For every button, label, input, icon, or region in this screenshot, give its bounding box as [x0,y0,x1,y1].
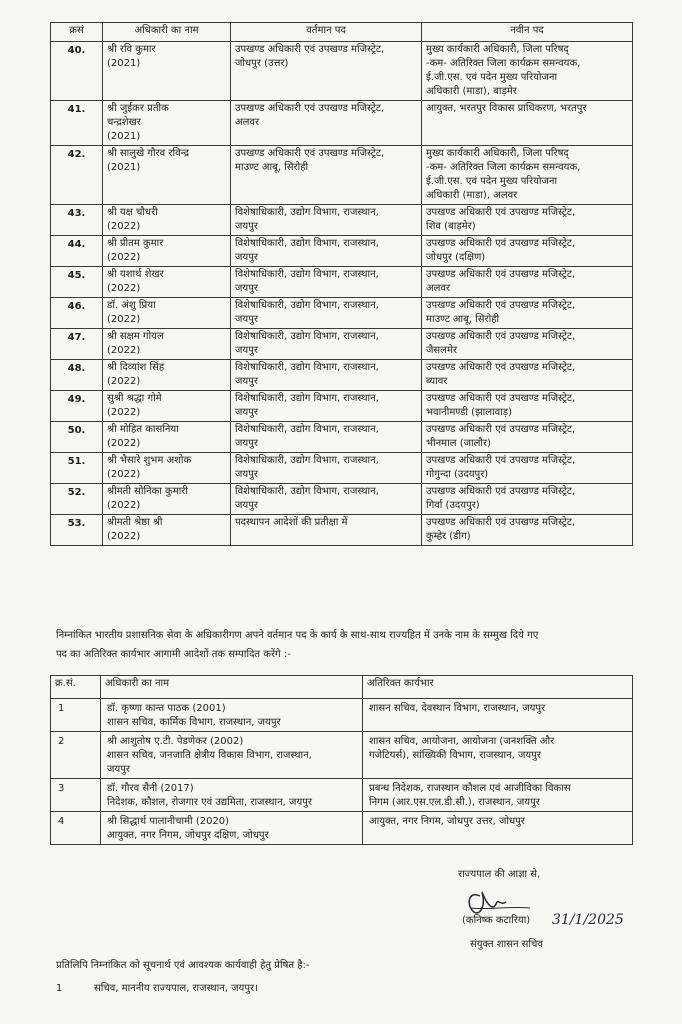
current-post-cell-line: जयपुर [235,407,258,418]
officer-name-cell [103,329,231,360]
new-post-cell-line: उपखण्ड अधिकारी एवं उपखण्ड मजिस्ट्रेट, [426,424,576,435]
current-post-cell [231,298,422,329]
current-post-cell-line: उपखण्ड अधिकारी एवं उपखण्ड मजिस्ट्रेट, [235,44,385,55]
new-post-cell [422,391,633,422]
current-post-cell-line: विशेषाधिकारी, उद्योग विभाग, राजस्थान, [235,393,379,404]
officer-name-cell [103,236,231,267]
current-post-cell-line: विशेषाधिकारी, उद्योग विभाग, राजस्थान, [235,362,379,373]
table-row [51,101,633,146]
officer-name-cell-line: (2022) [107,469,141,480]
new-post-cell-line: जोधपुर (दक्षिण) [426,252,486,263]
table-row [51,360,633,391]
new-post-cell [422,267,633,298]
new-post-cell-line: -कम- अतिरिक्त जिला कार्यक्रम समन्वयक, [426,162,581,173]
current-post-cell [231,42,422,101]
officer-name-cell [103,267,231,298]
officer-name-cell-line: (2022) [107,252,141,263]
new-post-cell [422,101,633,146]
new-post-cell-line: ई.जी.एस. एवं पदेन मुख्य परियोजना [426,72,558,83]
officer-name-cell-line: श्री मोहित कासनिया [107,424,179,435]
new-post-cell-line: भवानीमण्डी (झालावाड़) [426,407,512,418]
current-post-cell-line: विशेषाधिकारी, उद्योग विभाग, राजस्थान, [235,331,379,342]
current-post-cell [231,391,422,422]
new-post-cell [422,360,633,391]
officer-transfer-table [50,22,633,546]
new-post-cell-line: उपखण्ड अधिकारी एवं उपखण्ड मजिस्ट्रेट, [426,455,576,466]
current-post-cell-line: माउण्ट आबू, सिरोही [235,162,309,173]
officer-name-cell-line: शासन सचिव, कार्मिक विभाग, राजस्थान, जयपुर [107,717,281,728]
officer-name-cell-line: (2021) [107,131,141,142]
header-additional-charge: अतिरिक्त कार्यभार [363,676,633,699]
current-post-cell [231,236,422,267]
officer-name-cell-line: श्री सालुखे गौरव रविन्द्र [107,148,190,159]
new-post-cell-line: ई.जी.एस. एवं पदेन मुख्य परियोजना [426,176,558,187]
signatory-designation: संयुक्त शासन सचिव [470,939,543,950]
header-current-post: वर्तमान पद [231,23,422,42]
table-row [51,267,633,298]
officer-name-cell-line: शासन सचिव, जनजाति क्षेत्रीय विकास विभाग, राजस्थान, [107,750,312,761]
additional-charge-cell-line: शासन सचिव, आयोजना, आयोजना (जनशक्ति और [369,736,555,747]
additional-charge-cell-line: प्रबन्ध निदेशक, राजस्थान कौशल एवं आजीविका विकास [369,783,571,794]
new-post-cell-line: -कम- अतिरिक्त जिला कार्यक्रम समन्वयक, [426,58,581,69]
serial-number-cell: 52. [51,484,103,515]
serial-number-cell: 40. [51,42,103,101]
officer-name-cell-line: चन्द्रशेखर [107,117,141,128]
copy-item-number: 1 [56,983,63,994]
table-header-row [51,23,633,42]
new-post-cell-line: उपखण्ड अधिकारी एवं उपखण्ड मजिस्ट्रेट, [426,207,576,218]
officer-name-cell-line: डॉ. अंशु प्रिया [107,300,156,311]
signatory-name: (कनिष्क कटारिया) [462,915,531,926]
header-serial: क्र.सं. [51,676,101,699]
copy-intro: प्रतिलिपि निम्नांकित को सूचनार्थ एवं आवश्यक कार्यवाही हेतु प्रेषित है:- [56,960,310,971]
officer-name-cell [103,298,231,329]
officer-name-cell-line: श्री जुईकर प्रतीक [107,103,169,114]
officer-name-cell-line: (2022) [107,314,141,325]
new-post-cell [422,422,633,453]
serial-number-cell: 43. [51,205,103,236]
serial-number-cell: 3 [51,779,101,812]
signature-block [440,866,640,950]
table-row [51,146,633,205]
new-post-cell-line: गिर्वा (उदयपुर) [426,500,480,511]
officer-name-cell [103,205,231,236]
additional-charge-table [50,675,633,845]
new-post-cell [422,42,633,101]
current-post-cell-line: जयपुर [235,376,258,387]
serial-number-cell: 53. [51,515,103,546]
additional-charge-cell-line: शासन सचिव, देवस्थान विभाग, राजस्थान, जयपुर [369,703,546,714]
current-post-cell [231,101,422,146]
current-post-cell [231,422,422,453]
new-post-cell-line: अलवर [426,283,451,294]
new-post-cell-line: शिव (बाड़मेर) [426,221,476,232]
current-post-cell [231,205,422,236]
current-post-cell [231,360,422,391]
officer-name-cell-line: श्री आशुतोष ए.टी. पेडणेकर (2002) [107,736,244,747]
header-serial: क्रसं [51,23,103,42]
officer-name-cell-line: (2022) [107,283,141,294]
table-row [51,391,633,422]
new-post-cell-line: उपखण्ड अधिकारी एवं उपखण्ड मजिस्ट्रेट, [426,300,576,311]
current-post-cell-line: पदस्थापन आदेशों की प्रतीक्षा में [235,517,348,528]
current-post-cell-line: जयपुर [235,252,258,263]
serial-number-cell: 1 [51,699,101,732]
table-row [51,515,633,546]
new-post-cell [422,298,633,329]
officer-name-cell-line: (2022) [107,407,141,418]
new-post-cell [422,329,633,360]
new-post-cell-line: मुख्य कार्यकारी अधिकारी, जिला परिषद् [426,44,569,55]
new-post-cell [422,205,633,236]
table-row [51,42,633,101]
serial-number-cell: 47. [51,329,103,360]
table-row [51,422,633,453]
table-row [51,453,633,484]
officer-name-cell-line: (2021) [107,58,141,69]
table-header-row [51,676,633,699]
new-post-cell [422,236,633,267]
current-post-cell-line: जयपुर [235,500,258,511]
current-post-cell [231,329,422,360]
officer-name-cell [103,42,231,101]
current-post-cell-line: जयपुर [235,469,258,480]
current-post-cell-line: विशेषाधिकारी, उद्योग विभाग, राजस्थान, [235,269,379,280]
current-post-cell [231,515,422,546]
current-post-cell-line: विशेषाधिकारी, उद्योग विभाग, राजस्थान, [235,424,379,435]
new-post-cell-line: भीनमाल (जालौर) [426,438,491,449]
header-officer-name: अधिकारी का नाम [103,23,231,42]
header-new-post: नवीन पद [422,23,633,42]
officer-name-cell-line: (2022) [107,221,141,232]
current-post-cell-line: जयपुर [235,345,258,356]
officer-name-cell-line: श्री सिद्धार्थ पालानीचामी (2020) [107,816,230,827]
header-officer-name: अधिकारी का नाम [101,676,363,699]
officer-name-cell-line: आयुक्त, नगर निगम, जोधपुर दक्षिण, जोधपुर [107,830,269,841]
table-row [51,329,633,360]
serial-number-cell: 2 [51,732,101,779]
officer-name-cell-line: (2022) [107,345,141,356]
officer-name-cell [103,146,231,205]
new-post-cell [422,515,633,546]
current-post-cell-line: विशेषाधिकारी, उद्योग विभाग, राजस्थान, [235,455,379,466]
current-post-cell-line: विशेषाधिकारी, उद्योग विभाग, राजस्थान, [235,300,379,311]
officer-name-cell-line: श्रीमती श्रेष्ठा श्री [107,517,163,528]
officer-name-cell-line: श्री भैसारे शुभम अशोक [107,455,192,466]
serial-number-cell: 42. [51,146,103,205]
new-post-cell-line: माउण्ट आबू, सिरोही [426,314,500,325]
additional-charge-cell [363,779,633,812]
officer-name-cell-line: जयपुर [107,764,130,775]
officer-name-cell [103,391,231,422]
officer-name-cell [103,484,231,515]
officer-name-cell-line: श्री प्रीतम कुमार [107,238,164,249]
officer-name-cell-line: निदेशक, कौशल, रोजगार एवं उद्यमिता, राजस्थान, जयपुर [107,797,313,808]
new-post-cell [422,453,633,484]
new-post-cell-line: आयुक्त, भरतपुर विकास प्राधिकरण, भरतपुर [426,103,587,114]
current-post-cell-line: जोधपुर (उत्तर) [235,58,289,69]
current-post-cell-line: उपखण्ड अधिकारी एवं उपखण्ड मजिस्ट्रेट, [235,148,385,159]
current-post-cell-line: विशेषाधिकारी, उद्योग विभाग, राजस्थान, [235,238,379,249]
serial-number-cell: 49. [51,391,103,422]
current-post-cell-line: विशेषाधिकारी, उद्योग विभाग, राजस्थान, [235,207,379,218]
by-order-text: राज्यपाल की आज्ञा से, [458,869,541,880]
officer-name-cell [101,779,363,812]
serial-number-cell: 41. [51,101,103,146]
officer-name-cell-line: (2022) [107,438,141,449]
serial-number-cell: 50. [51,422,103,453]
new-post-cell-line: मुख्य कार्यकारी अधिकारी, जिला परिषद् [426,148,569,159]
serial-number-cell: 51. [51,453,103,484]
current-post-cell-line: अलवर [235,117,260,128]
current-post-cell-line: जयपुर [235,221,258,232]
officer-name-cell-line: डॉ. गौरव सैनी (2017) [107,783,194,794]
paragraph-line: निम्नांकित भारतीय प्रशासनिक सेवा के अधिकारीगण अपने वर्तमान पद के कार्य के साथ-साथ राज्यहित में उनके नाम के सम्मुख दिये गए [56,630,539,641]
copy-list-item [56,980,258,994]
additional-charge-cell [363,812,633,845]
officer-name-cell-line: श्री सक्षम गोयल [107,331,164,342]
serial-number-cell: 4 [51,812,101,845]
serial-number-cell: 46. [51,298,103,329]
current-post-cell-line: उपखण्ड अधिकारी एवं उपखण्ड मजिस्ट्रेट, [235,103,385,114]
officer-name-cell-line: (2022) [107,500,141,511]
paragraph-line: पद का अतिरिक्त कार्यभार आगामी आदेशों तक सम्पादित करेंगे :- [56,649,291,660]
copy-item-text: सचिव, माननीय राज्यपाल, राजस्थान, जयपुर। [94,983,258,994]
officer-name-cell [101,812,363,845]
current-post-cell [231,453,422,484]
officer-name-cell-line: सुश्री श्रद्धा गोमे [107,393,162,404]
new-post-cell-line: कुम्हेर (डीग) [426,531,471,542]
officer-name-cell [103,101,231,146]
officer-name-cell-line: श्री दिव्यांश सिंह [107,362,165,373]
officer-name-cell-line: (2021) [107,162,141,173]
officer-name-cell-line: श्री यशार्थ शेखर [107,269,164,280]
new-post-cell-line: उपखण्ड अधिकारी एवं उपखण्ड मजिस्ट्रेट, [426,269,576,280]
current-post-cell [231,146,422,205]
additional-charge-cell [363,732,633,779]
handwritten-date: 31/1/2025 [552,912,624,928]
new-post-cell-line: उपखण्ड अधिकारी एवं उपखण्ड मजिस्ट्रेट, [426,517,576,528]
additional-charge-cell-line: निगम (आर.एस.एल.डी.सी.), राजस्थान, जयपुर [369,797,540,808]
new-post-cell-line: उपखण्ड अधिकारी एवं उपखण्ड मजिस्ट्रेट, [426,238,576,249]
current-post-cell [231,267,422,298]
additional-charge-cell [363,699,633,732]
new-post-cell-line: उपखण्ड अधिकारी एवं उपखण्ड मजिस्ट्रेट, [426,331,576,342]
serial-number-cell: 48. [51,360,103,391]
current-post-cell [231,484,422,515]
officer-name-cell-line: श्री रवि कुमार [107,44,156,55]
table-row [51,236,633,267]
new-post-cell [422,146,633,205]
table-row [51,205,633,236]
new-post-cell-line: अधिकारी (माडा), अलवर [426,190,518,201]
table-row [51,732,633,779]
officer-name-cell-line: श्रीमती सोनिका कुमारी [107,486,188,497]
table-row [51,812,633,845]
serial-number-cell: 45. [51,267,103,298]
new-post-cell-line: ब्यावर [426,376,448,387]
new-post-cell-line: जैसलमेर [426,345,458,356]
new-post-cell-line: अधिकारी (माडा), बाड़मेर [426,86,517,97]
current-post-cell-line: जयपुर [235,438,258,449]
officer-name-cell [103,453,231,484]
officer-name-cell-line: (2022) [107,531,141,542]
table-row [51,779,633,812]
officer-name-cell [103,422,231,453]
new-post-cell-line: गोगुन्दा (उदयपुर) [426,469,489,480]
new-post-cell [422,484,633,515]
additional-charge-cell-line: आयुक्त, नगर निगम, जोधपुर उत्तर, जोधपुर [369,816,525,827]
officer-name-cell [103,360,231,391]
table-row [51,699,633,732]
additional-charge-cell-line: गजेटियर्स), सांख्यिकी विभाग, राजस्थान, जयपुर [369,750,541,761]
current-post-cell-line: जयपुर [235,314,258,325]
officer-name-cell-line: श्री यक्ष चौधरी [107,207,158,218]
current-post-cell-line: विशेषाधिकारी, उद्योग विभाग, राजस्थान, [235,486,379,497]
new-post-cell-line: उपखण्ड अधिकारी एवं उपखण्ड मजिस्ट्रेट, [426,486,576,497]
serial-number-cell: 44. [51,236,103,267]
officer-name-cell [101,732,363,779]
table-row [51,298,633,329]
new-post-cell-line: उपखण्ड अधिकारी एवं उपखण्ड मजिस्ट्रेट, [426,393,576,404]
additional-charge-paragraph [56,626,636,664]
table-row [51,484,633,515]
current-post-cell-line: जयपुर [235,283,258,294]
new-post-cell-line: उपखण्ड अधिकारी एवं उपखण्ड मजिस्ट्रेट, [426,362,576,373]
officer-name-cell [103,515,231,546]
officer-name-cell-line: डॉ. कृष्णा कान्त पाठक (2001) [107,703,226,714]
officer-name-cell [101,699,363,732]
officer-name-cell-line: (2022) [107,376,141,387]
